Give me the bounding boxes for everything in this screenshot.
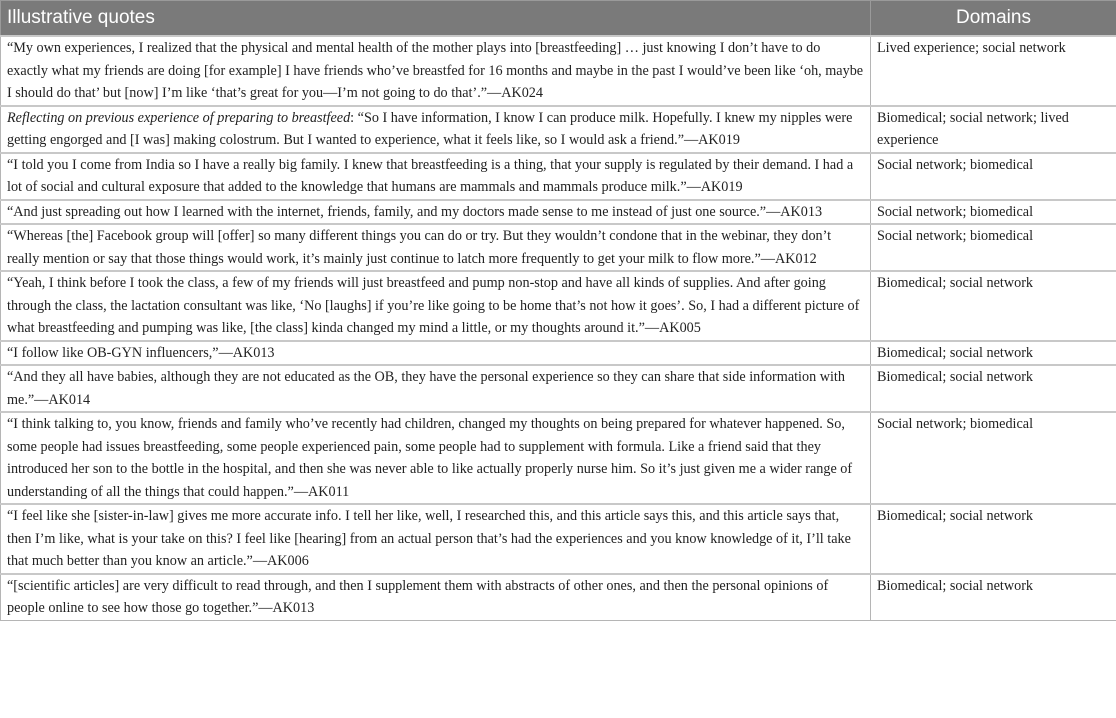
domain-cell: Biomedical; social network xyxy=(871,574,1116,621)
table-row xyxy=(1,365,1116,412)
table-row xyxy=(1,200,1116,225)
quote-cell: “I told you I come from India so I have a really big family. I knew that breastfeeding is a thing, that your supply is regulated by their demand. I had a lot of social and cultural exposure that added to the knowledge that humans are mammals and mammals produce milk.”—AK019 xyxy=(1,153,871,200)
domain-cell: Biomedical; social network xyxy=(871,504,1116,574)
domain-cell: Lived experience; social network xyxy=(871,36,1116,106)
domain-cell: Biomedical; social network xyxy=(871,341,1116,366)
table-row xyxy=(1,504,1116,574)
quote-cell: “And just spreading out how I learned with the internet, friends, family, and my doctors made sense to me instead of just one source.”—AK013 xyxy=(1,200,871,225)
table-row xyxy=(1,412,1116,504)
quote-cell xyxy=(1,106,871,153)
header-domains: Domains xyxy=(871,1,1116,37)
domain-cell: Social network; biomedical xyxy=(871,200,1116,225)
header-row xyxy=(1,1,1116,37)
domain-cell: Social network; biomedical xyxy=(871,412,1116,504)
quote-cell: “My own experiences, I realized that the physical and mental health of the mother plays into [breastfeeding] … just knowing I don’t have to do exactly what my friends are doing [for example] I have friends who’ve breastfed for 16 months and maybe in the past I would’ve been like ‘oh, maybe I should do that’ but [now] I’m like ‘that’s great for you—I’m not going to do that’.”—AK024 xyxy=(1,36,871,106)
domain-cell: Biomedical; social network xyxy=(871,271,1116,341)
domain-cell: Social network; biomedical xyxy=(871,153,1116,200)
quote-cell: “And they all have babies, although they are not educated as the OB, they have the personal experience so they can share that side information with me.”—AK014 xyxy=(1,365,871,412)
header-quotes: Illustrative quotes xyxy=(1,1,871,37)
table-row xyxy=(1,271,1116,341)
quote-cell: “I think talking to, you know, friends and family who’ve recently had children, changed my thoughts on being prepared for whatever happened. So, some people had issues breastfeeding, some people experienced pain, some people had to supplement with formula. Like a friend said that they introduced her son to the bottle in the hospital, and then she was never able to like actually properly nurse him. So it’s just given me a wider range of understanding of all the things that could happen.”—AK011 xyxy=(1,412,871,504)
quote-cell: “Yeah, I think before I took the class, a few of my friends will just breastfeed and pump non-stop and have all kinds of supplies. And after going through the class, the lactation consultant was like, ‘No [laughs] if you’re like going to be home that’s not how it goes’. So, I had a different picture of what breastfeeding and pumping was like, [the class] kinda changed my mind a little, or my thoughts around it.”—AK005 xyxy=(1,271,871,341)
table-row xyxy=(1,341,1116,366)
quote-cell: “I feel like she [sister-in-law] gives me more accurate info. I tell her like, well, I researched this, and this article says this, and this article says that, then I’m like, what is your take on this? I feel like [hearing] from an actual person that’s had the experiences and you know knowledge of it, I’ll take that much better than you know an article.”—AK006 xyxy=(1,504,871,574)
quote-cell: “I follow like OB-GYN influencers,”—AK013 xyxy=(1,341,871,366)
quote-context: Reflecting on previous experience of preparing to breastfeed xyxy=(7,109,351,126)
domain-cell: Biomedical; social network xyxy=(871,365,1116,412)
quote-cell: “[scientific articles] are very difficult to read through, and then I supplement them with abstracts of other ones, and then the personal opinions of people online to see how those go together.”—AK013 xyxy=(1,574,871,621)
table-row xyxy=(1,574,1116,621)
table-row xyxy=(1,106,1116,153)
quote-cell: “Whereas [the] Facebook group will [offer] so many different things you can do or try. But they wouldn’t condone that in the webinar, they don’t really mention or say that those things would work, it’s mainly just continue to latch more frequently to get your milk to flow more.”—AK012 xyxy=(1,224,871,271)
domain-cell: Biomedical; social network; lived experience xyxy=(871,106,1116,153)
table-row xyxy=(1,153,1116,200)
quote-text: : “So I have information, I know I can produce milk. Hopefully. I knew my nipples were getting engorged and [I was] making colostrum. But I wanted to experience, what it feels like, so I would ask a friend.”—AK019 xyxy=(7,109,853,148)
domain-cell: Social network; biomedical xyxy=(871,224,1116,271)
table-row xyxy=(1,224,1116,271)
table-row xyxy=(1,36,1116,106)
